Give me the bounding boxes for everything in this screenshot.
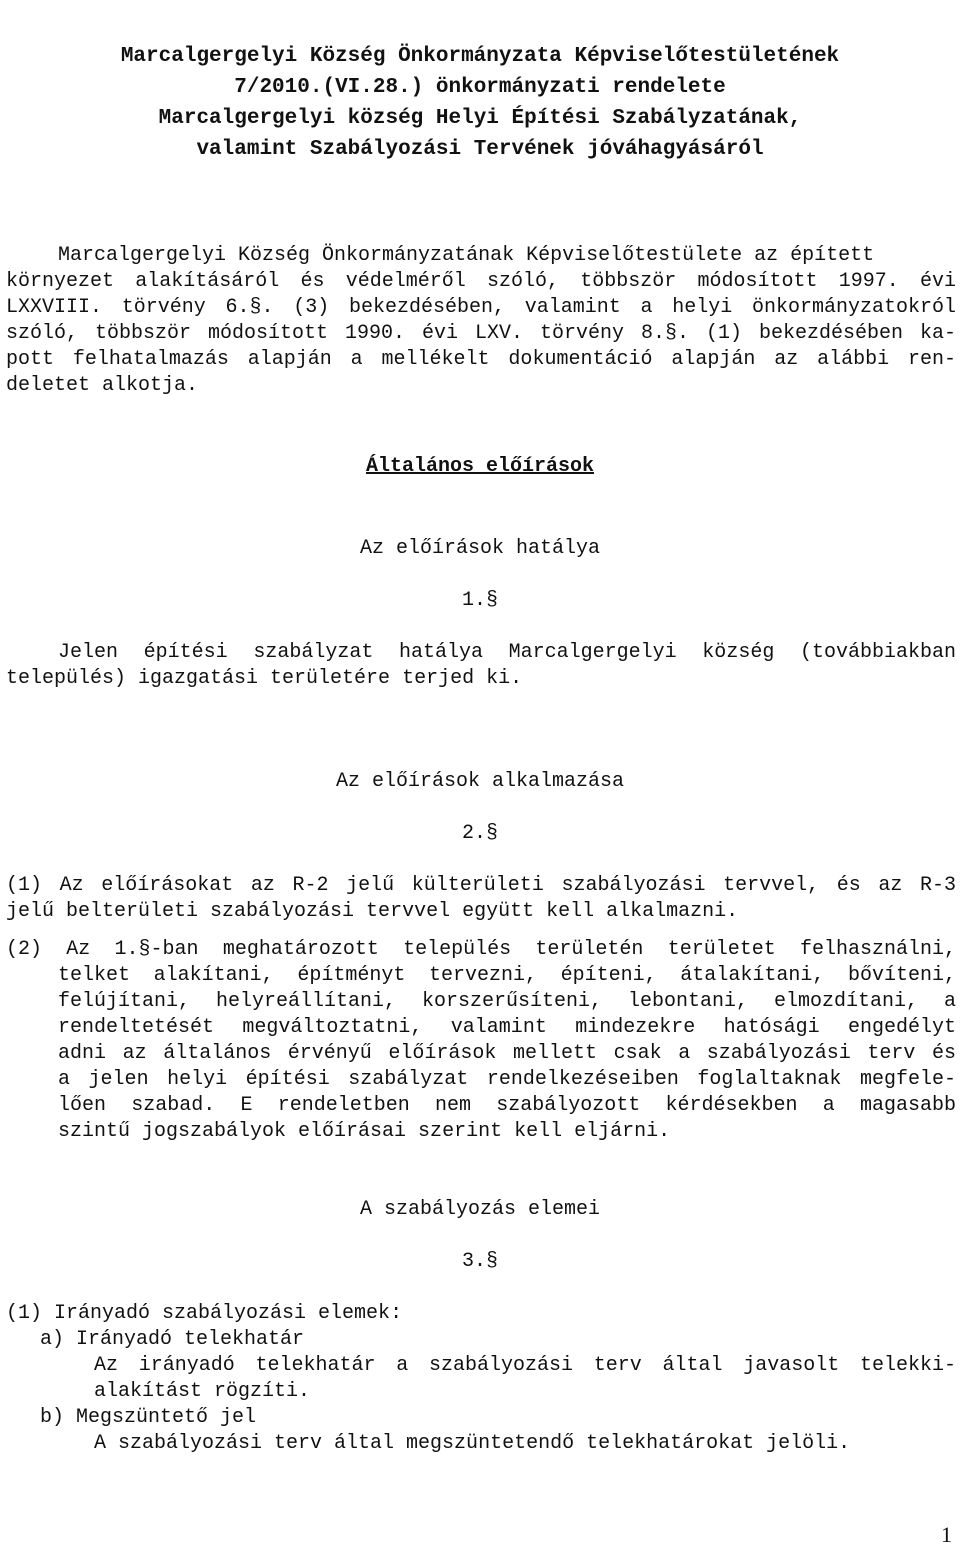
preamble-line-6: deletet alkotja. <box>6 374 199 397</box>
s3-a-text-line-1: Az irányadó telekhatár a szabályozási terv által javasolt telekki- <box>94 1354 956 1377</box>
s3-b-text: A szabályozási terv által megszüntetendő telekhatárokat jelöli. <box>94 1432 851 1455</box>
s3-number: 3.§ <box>461 1250 498 1273</box>
s3-a-label: a) Irányadó telekhatár <box>40 1328 305 1351</box>
preamble-line-5: pott felhatalmazás alapján a mellékelt dokumentáció alapján az alábbi ren- <box>6 348 956 371</box>
preamble-line-3: LXXVIII. törvény 6.§. (3) bekezdésében, valamint a helyi önkormányzatokról <box>6 296 956 319</box>
s2-p1-line-2: jelű belterületi szabályozási tervvel együtt kell alkalmazni. <box>6 900 739 923</box>
title-line-3: Marcalgergelyi község Helyi Építési Szabályzatának, <box>158 107 802 130</box>
preamble-line-1: Marcalgergelyi Község Önkormányzatának Képviselőtestülete az épített <box>58 244 875 267</box>
s2-p1-line-1: (1) Az előírásokat az R-2 jelű külterületi szabályozási tervvel, és az R-3 <box>6 874 956 897</box>
s1-text-line-1: Jelen építési szabályzat hatálya Marcalgergelyi község (továbbiakban <box>58 641 956 664</box>
s3-p1: (1) Irányadó szabályozási elemek: <box>6 1302 403 1325</box>
s2-p2-line-4: rendeltetését megváltoztatni, valamint mindezekre hatósági engedélyt <box>58 1016 956 1039</box>
s2-number: 2.§ <box>461 822 498 845</box>
s1-text-line-2: település) igazgatási területére terjed ki. <box>6 667 523 690</box>
s3-subtitle: A szabályozás elemei <box>359 1198 601 1221</box>
section-heading: Általános előírások <box>365 455 595 478</box>
s3-b-label: b) Megszüntető jel <box>40 1406 257 1429</box>
s2-subtitle: Az előírások alkalmazása <box>335 770 625 793</box>
preamble-line-2: környezet alakításáról és védelméről szóló, többször módosított 1997. évi <box>6 270 956 293</box>
s2-p2-line-6: a jelen helyi építési szabályzat rendelkezéseiben foglaltaknak megfele- <box>58 1068 956 1091</box>
s2-p2-line-3: felújítani, helyreállítani, korszerűsíteni, lebontani, elmozdítani, a <box>58 990 956 1013</box>
s2-p2-line-8: szintű jogszabályok előírásai szerint kell eljárni. <box>58 1120 671 1143</box>
s1-subtitle: Az előírások hatálya <box>359 537 601 560</box>
s2-p2-line-5: adni az általános érvényű előírások mellett csak a szabályozási terv és <box>58 1042 956 1065</box>
title-line-1: Marcalgergelyi Község Önkormányzata Képviselőtestületének <box>120 45 840 68</box>
s2-p2-line-2: telket alakítani, építményt tervezni, építeni, átalakítani, bővíteni, <box>58 964 956 987</box>
s2-p2-line-7: lően szabad. E rendeletben nem szabályozott kérdésekben a magasabb <box>58 1094 956 1117</box>
title-line-4: valamint Szabályozási Tervének jóváhagyásáról <box>196 138 764 161</box>
title-line-2: 7/2010.(VI.28.) önkormányzati rendelete <box>234 76 726 99</box>
preamble-line-4: szóló, többször módosított 1990. évi LXV. törvény 8.§. (1) bekezdésében ka- <box>6 322 956 345</box>
s3-a-text-line-2: alakítást rögzíti. <box>94 1380 311 1403</box>
s1-number: 1.§ <box>461 589 498 612</box>
s2-p2-line-1: (2) Az 1.§-ban meghatározott település területén területet felhasználni, <box>6 938 956 961</box>
page-number: 1 <box>941 1522 952 1547</box>
